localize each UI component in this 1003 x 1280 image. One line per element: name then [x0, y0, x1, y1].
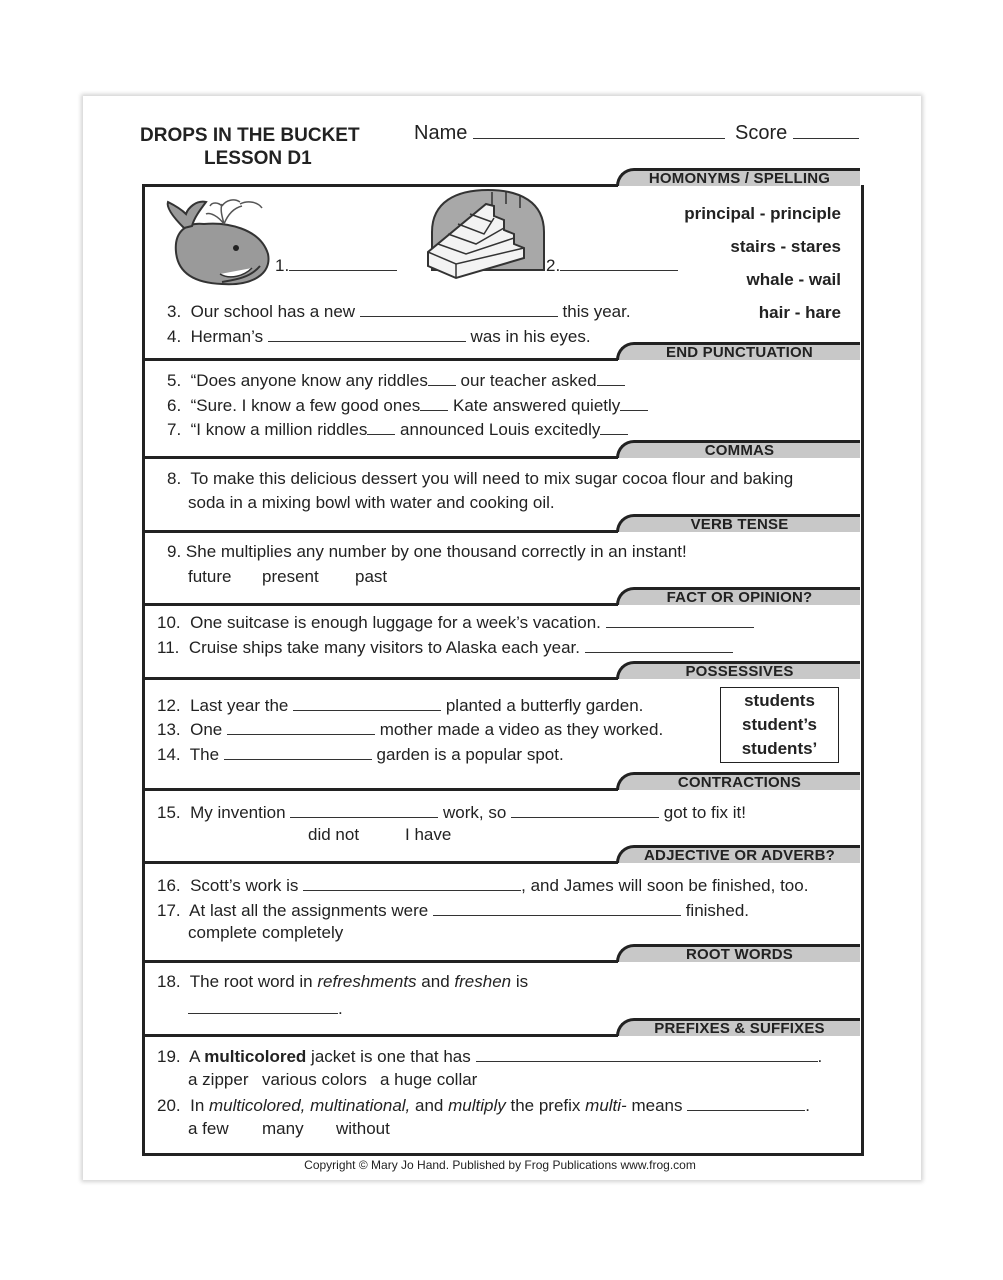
answer-blank[interactable]: [188, 997, 338, 1014]
answer-blank[interactable]: [428, 369, 456, 386]
picture-1-answer[interactable]: 1.: [275, 254, 397, 276]
question-15: 15. My invention work, so got to fix it!: [157, 803, 746, 822]
answer-blank[interactable]: [420, 394, 448, 411]
question-4: 4. Herman’s was in his eyes.: [167, 327, 591, 346]
answer-blank[interactable]: [687, 1094, 805, 1111]
answer-blank[interactable]: [606, 611, 754, 628]
section-divider: [142, 530, 618, 533]
option-i-have[interactable]: I have: [405, 825, 452, 844]
answer-blank[interactable]: [290, 801, 438, 818]
section-divider: [142, 603, 618, 606]
answer-blank[interactable]: [433, 899, 681, 916]
question-9: 9. She multiplies any number by one thousand correctly in an instant!: [167, 542, 687, 561]
option-past[interactable]: past: [355, 567, 388, 586]
answer-blank[interactable]: [289, 254, 397, 271]
answer-blank[interactable]: [224, 743, 372, 760]
stairs-icon: [426, 188, 546, 288]
question-11: 11. Cruise ships take many visitors to Alaska each year.: [157, 636, 733, 658]
option-a-huge-collar[interactable]: a huge collar: [380, 1070, 478, 1089]
option-a-few[interactable]: a few: [188, 1119, 229, 1138]
question-5: 5. “Does anyone know any riddles our teacher asked: [167, 369, 625, 391]
question-8-line-2: soda in a mixing bowl with water and cooking oil.: [188, 493, 555, 512]
possessives-word-box: [720, 687, 839, 763]
answer-blank[interactable]: [476, 1045, 818, 1062]
word-pair: whale - wail: [746, 270, 841, 289]
question-14: 14. The garden is a popular spot.: [157, 745, 564, 764]
question-18-answer: .: [188, 997, 343, 1019]
tab-adjective-adverb: ADJECTIVE OR ADVERB?: [616, 845, 860, 863]
tab-fact-opinion: FACT OR OPINION?: [616, 587, 860, 605]
option-many[interactable]: many: [262, 1119, 304, 1138]
tab-root-words: ROOT WORDS: [616, 944, 860, 962]
question-16: 16. Scott’s work is , and James will soon be finished, too.: [157, 876, 809, 895]
option-present[interactable]: present: [262, 567, 319, 586]
name-field[interactable]: [414, 122, 725, 145]
picture-2-answer[interactable]: 2.: [546, 254, 678, 276]
section-divider: [142, 456, 618, 459]
section-divider: [142, 861, 618, 864]
answer-blank[interactable]: [293, 694, 441, 711]
tab-commas: COMMAS: [616, 440, 860, 458]
word-pair: hair - hare: [758, 303, 841, 322]
question-18: 18. The root word in refreshments and freshen is: [157, 972, 529, 991]
question-7: 7. “I know a million riddles announced Louis excitedly: [167, 418, 628, 440]
word-option: student’s: [742, 715, 817, 734]
question-10: 10. One suitcase is enough luggage for a week’s vacation.: [157, 611, 754, 633]
score-blank[interactable]: [793, 122, 859, 139]
question-17: 17. At last all the assignments were finished.: [157, 901, 750, 920]
question-20: 20. In multicolored, multinational, and multiply the prefix multi- means .: [157, 1096, 810, 1115]
question-8: 8. To make this delicious dessert you will need to mix sugar cocoa flour and baking: [167, 469, 794, 488]
option-future[interactable]: future: [188, 567, 232, 586]
answer-blank[interactable]: [600, 418, 628, 435]
option-complete[interactable]: complete: [188, 923, 257, 942]
tab-verb-tense: VERB TENSE: [616, 514, 860, 532]
word-pair: stairs - stares: [730, 237, 841, 256]
section-divider: [142, 677, 618, 680]
score-label: Score: [735, 122, 788, 144]
answer-blank[interactable]: [360, 300, 558, 317]
copyright-footer: Copyright © Mary Jo Hand. Published by Frog Publications www.frog.com: [304, 1158, 696, 1172]
option-did-not[interactable]: did not: [308, 825, 360, 844]
answer-blank[interactable]: [367, 418, 395, 435]
answer-blank[interactable]: [585, 636, 733, 653]
question-19: 19. A multicolored jacket is one that has .: [157, 1047, 823, 1066]
answer-blank[interactable]: [560, 254, 678, 271]
tab-prefixes-suffixes: PREFIXES & SUFFIXES: [616, 1018, 860, 1036]
score-field[interactable]: [735, 122, 859, 145]
frame-top-line: [142, 184, 618, 187]
section-divider: [142, 358, 618, 361]
name-label: Name: [414, 122, 468, 144]
tab-homonyms: HOMONYMS / SPELLING: [616, 168, 860, 186]
answer-blank[interactable]: [303, 874, 521, 891]
question-13: 13. One mother made a video as they worked.: [157, 720, 664, 739]
option-a-zipper[interactable]: a zipper: [188, 1070, 249, 1089]
answer-blank[interactable]: [620, 394, 648, 411]
answer-blank[interactable]: [511, 801, 659, 818]
tab-end-punctuation: END PUNCTUATION: [616, 342, 860, 360]
answer-blank[interactable]: [597, 369, 625, 386]
section-divider: [142, 788, 618, 791]
answer-blank[interactable]: [227, 718, 375, 735]
tab-contractions: CONTRACTIONS: [616, 772, 860, 790]
question-6: 6. “Sure. I know a few good ones Kate answered quietly: [167, 394, 648, 416]
section-divider: [142, 1034, 618, 1037]
section-divider: [142, 960, 618, 963]
answer-blank[interactable]: [268, 325, 466, 342]
option-various-colors[interactable]: various colors: [262, 1070, 367, 1089]
tab-possessives: POSSESSIVES: [616, 661, 860, 679]
word-pair: principal - principle: [684, 204, 841, 223]
name-blank[interactable]: [473, 122, 725, 139]
question-12: 12. Last year the planted a butterfly garden.: [157, 696, 644, 715]
worksheet-title: DROPS IN THE BUCKET LESSON D1: [140, 125, 360, 169]
option-completely[interactable]: completely: [262, 923, 344, 942]
question-3: 3. Our school has a new this year.: [167, 302, 631, 321]
word-option: students’: [741, 739, 818, 758]
word-option: students: [744, 691, 815, 710]
whale-icon: [164, 194, 274, 288]
option-without[interactable]: without: [336, 1119, 390, 1138]
